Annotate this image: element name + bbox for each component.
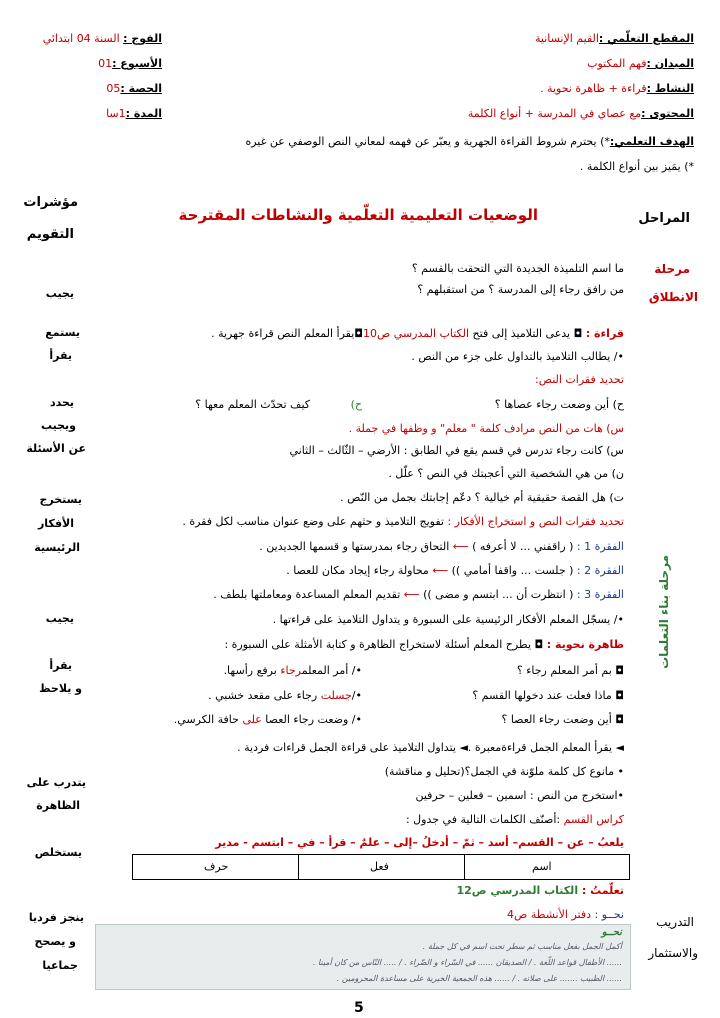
- sequence-value: القيم الإنسانية: [534, 32, 599, 45]
- indicator-observe: و يلاحظ: [39, 682, 82, 695]
- reading-line: [211, 327, 624, 341]
- goal-line-2: *) يمَيز بين أنواع الكلمة .: [579, 160, 694, 173]
- stage3-indicator-3: جماعيا: [42, 959, 78, 972]
- grammar-a-1-text: •/ أمر المعلم: [301, 664, 362, 677]
- stage1-question-2: من رافق رجاء إلى المدرسة ؟ من استقبلهم ؟: [417, 283, 624, 296]
- col-verb-header: فعل: [370, 860, 389, 873]
- learned-line: [456, 884, 624, 898]
- workbook-line: [507, 908, 624, 922]
- domain-value: فهم المكتوب: [587, 57, 647, 70]
- header-content: [468, 107, 694, 121]
- reading-text: ◘ يدعى التلاميذ إلى فتح: [469, 327, 583, 340]
- workbook-text: دفتر الأنشطة ص4: [507, 908, 595, 921]
- sequence-label: المقطع التعلّمي :: [598, 32, 694, 45]
- indicator-listen: يستمع: [45, 326, 80, 339]
- classification-table: [132, 854, 630, 880]
- activity-value: قراءة + ظاهرة نحوية .: [540, 82, 647, 95]
- arrow-left-icon: ⟵: [452, 540, 469, 553]
- ideas-label: تحديد فقرات النص و استخراج الأفكار :: [447, 515, 624, 528]
- question-t: ت) هل القصة حقيقية أم خيالية ؟ دعّم إجابتك بجمل من النّص .: [340, 491, 624, 504]
- header-activity: [540, 82, 694, 96]
- stage1-question-1: ما اسم التلميذة الجديدة التي التحقت بالقسم ؟: [411, 262, 624, 275]
- arrow-left-icon: ⟵: [403, 588, 420, 601]
- indicator-conclude: يستخلص: [34, 846, 82, 859]
- paragraphs-heading: تحديد فقرات النص:: [535, 373, 624, 386]
- header-session: [106, 82, 162, 96]
- stage3-name-1: التدريب: [656, 915, 694, 929]
- question-h-1: ح) أين وضعت رجاء عصاها ؟: [494, 398, 624, 411]
- indicator-main: الرئيسية: [34, 541, 80, 554]
- paragraph-2-idea: محاولة رجاء إيجاد مكان للعصا .: [286, 564, 429, 577]
- paragraph-1-text: ( راقفني ... لا أعرفه ): [472, 540, 574, 553]
- exercise-line-2: ...... الطبيب ....... على صلاته . / ...... هذه الجمعية الخيرية على مساعدة المحرومين .: [336, 974, 622, 983]
- col-letter-header: حرف: [204, 860, 229, 873]
- stage3-name-2: والاستثمار: [648, 946, 698, 960]
- record-ideas: •/ يسجّل المعلم الأفكار الرئيسية على السبورة و يتداول التلاميذ على قراءتها .: [272, 613, 624, 626]
- grammar-text: ◘ يطرح المعلم أسئلة لاستخراج الظاهرة و كتابة الأمثلة على السبورة :: [224, 638, 544, 651]
- week-label: الأسبوع :: [112, 57, 162, 70]
- content-value: مع عصاي في المدرسة + أنواع الكلمة: [467, 107, 642, 120]
- grammar-q-3: ◘ أين وضعت رجاء العصا ؟: [501, 713, 624, 726]
- ideas-text: تفويج التلاميذ و حثهم على وضع عنوان مناسب لكل فقرة .: [182, 515, 444, 528]
- grammar-a-3-highlight: على: [242, 713, 262, 726]
- domain-label: الميدان :: [646, 57, 694, 70]
- class-book-line: [406, 813, 624, 827]
- words-list: يلعبُ – عن – القسم– أسد – ثمّ – أدخلُ –إلى – علمٌ – قرأ – في – ابتسم - مدير: [215, 836, 624, 849]
- indicator-practice: يتدرب على: [26, 776, 86, 789]
- indicator-questions: عن الأسئلة: [26, 442, 86, 455]
- col-indicators-header-1: مؤشرات: [23, 195, 78, 210]
- workbook-label: نحــو :: [594, 908, 624, 921]
- grammar-q-1: ◘ بم أمر المعلم رجاء ؟: [516, 664, 624, 677]
- grammar-a-2: [208, 689, 362, 703]
- reading-text-2: ◘يقرأ المعلم النص قراءة جهرية .: [211, 327, 363, 340]
- header-group: [43, 32, 162, 46]
- read-sentences: ◄ يقرأ المعلم الجمل قراءةمعبرة .◄ يتداول التلاميذ على قراءة الجمل قراءات فردية .: [237, 741, 624, 754]
- grammar-a-2-text-2: رجاء على مقعد خشبي .: [208, 689, 321, 702]
- paragraph-3-label: الفقرة 3 :: [576, 588, 624, 601]
- grammar-a-3-text: •/ وضعت رجاء العصا: [261, 713, 362, 726]
- header-sequence: [535, 32, 694, 46]
- goal-label: الهدف التعلمي:: [609, 135, 694, 148]
- header-week: [98, 57, 162, 71]
- stage1-indicator: يجيب: [45, 287, 74, 300]
- header-duration: [106, 107, 162, 121]
- colored-words-question: • مانوع كل كلمة ملوّنة في الجمل؟(تحليل و مناقشة): [384, 765, 624, 778]
- stage1-name-2: الانطلاق: [648, 290, 698, 304]
- paragraph-1-idea: التحاق رجاء بمدرستها و قسمها الجديدين .: [259, 540, 450, 553]
- arrow-left-icon: ⟵: [432, 564, 449, 577]
- question-h-2: كيف تحدّث المعلم معها ؟: [195, 398, 310, 411]
- question-s-1-text: س) هات من النص مرادف كلمة " معلم" و وظفها في جملة .: [348, 422, 624, 435]
- indicator-read-2: يقرأ: [49, 659, 72, 672]
- question-n: ن) من هي الشخصية التي أعجبتك في النص ؟ علّل .: [388, 467, 624, 480]
- reading-turns: •/ يطالب التلاميذ بالتداول على جزء من النص .: [411, 350, 624, 363]
- session-value: 05: [106, 82, 121, 95]
- question-s-1: [349, 422, 624, 436]
- indicator-answer: ويجيب: [40, 419, 76, 432]
- extract-instruction: •استخرج من النص : اسمين – فعلين – حرفين: [415, 789, 624, 802]
- exercise-title: نحــو: [601, 927, 622, 938]
- duration-label: المدة :: [125, 107, 162, 120]
- learning-goal: [245, 135, 694, 149]
- group-label: الفوج :: [123, 32, 162, 45]
- grammar-a-1-highlight: رجاء: [280, 664, 302, 677]
- ideas-line: [182, 515, 624, 529]
- header-domain: [587, 57, 694, 71]
- stage1-name-1: مرحلة: [654, 262, 690, 276]
- indicator-identify: يحدد: [49, 396, 74, 409]
- col-noun-header: اسم: [532, 860, 552, 873]
- paragraph-2-label: الفقرة 2 :: [576, 564, 624, 577]
- paragraph-2-text: ( جلست ... واقفا أمامي )): [451, 564, 574, 577]
- exercise-line-1: ...... الأطفال قواعد اللّغة . / الصديقان ...... في السّراء و الضّراء . / ..... النّاس من كان أمينا .: [312, 958, 622, 967]
- content-label: المحتوى :: [641, 107, 694, 120]
- indicator-answer-2: يجيب: [45, 612, 74, 625]
- stage2-name: مرحلة بناء التعلمات: [657, 555, 671, 669]
- grammar-label: ظاهرة نحوية :: [546, 638, 624, 651]
- question-s-2: س) كانت رجاء تدرس في قسم يقع في الطابق : الأرضي – الثّالث – الثاني: [289, 444, 624, 457]
- grammar-a-1: [224, 664, 362, 678]
- grammar-a-2-text: •/: [351, 689, 362, 702]
- col-indicators-header-2: التقويم: [26, 227, 74, 242]
- group-value: السنة 04 ابتدائي: [42, 32, 124, 45]
- session-label: الحصة :: [120, 82, 162, 95]
- exercise-instruction: أكمل الجمل بفعل مناسب ثم سطر تحت اسم في كل جملة .: [422, 942, 622, 951]
- class-book-text: :أصنّف الكلمات التالية في جدول :: [405, 813, 564, 826]
- grammar-line: [224, 638, 624, 652]
- activity-label: النشاط :: [646, 82, 694, 95]
- duration-value: 1سا: [106, 107, 126, 120]
- indicator-ideas: الأفكار: [37, 517, 74, 530]
- question-h-2-mark: ح): [350, 398, 362, 411]
- grammar-a-2-highlight: جسلت: [320, 689, 352, 702]
- indicator-extract: يستخرج: [39, 493, 82, 506]
- stage3-indicator-2: و يصحح: [34, 935, 76, 948]
- goal-line-1: *) يحترم شروط القراءة الجهرية و يعبّر عن فهمه لمعاني النص الوصفي عن غيره: [245, 135, 610, 148]
- indicator-phenomenon: الظاهرة: [36, 799, 80, 812]
- indicator-read: يقرأ: [49, 349, 72, 362]
- learned-label: تعلّمتُ :: [581, 884, 624, 897]
- grammar-a-3: [174, 713, 362, 727]
- paragraph-3: [213, 588, 624, 602]
- paragraph-3-idea: تقديم المعلم المساعدة ومعاملتها بلطف .: [213, 588, 401, 601]
- workbook-exercise-image: [95, 924, 631, 990]
- grammar-a-1-text-2: برفع رأسها.: [223, 664, 281, 677]
- paragraph-2: [286, 564, 624, 578]
- grammar-q-2: ◘ ماذا فعلت عند دخولها القسم ؟: [472, 689, 624, 702]
- reading-label: قراءة :: [585, 327, 624, 340]
- week-value: 01: [98, 57, 113, 70]
- class-book-label: كراس القسم: [563, 813, 624, 826]
- paragraph-1-label: الفقرة 1 :: [576, 540, 624, 553]
- col-situations-header: الوضعيات التعليمية التعلّمية والنشاطات المقترحة: [178, 206, 538, 224]
- grammar-a-3-text-2: حافة الكرسي.: [173, 713, 243, 726]
- stage3-indicator-1: ينجز فرديا: [28, 911, 84, 924]
- reading-book: الكتاب المدرسي ص10: [362, 327, 470, 340]
- learned-text: الكتاب المدرسي ص12: [456, 884, 582, 897]
- col-stages-header: المراحل: [638, 211, 690, 226]
- paragraph-3-text: ( انتظرت أن ... ابتسم و مضى )): [423, 588, 574, 601]
- paragraph-1: [259, 540, 624, 554]
- page-number: 5: [354, 1000, 364, 1016]
